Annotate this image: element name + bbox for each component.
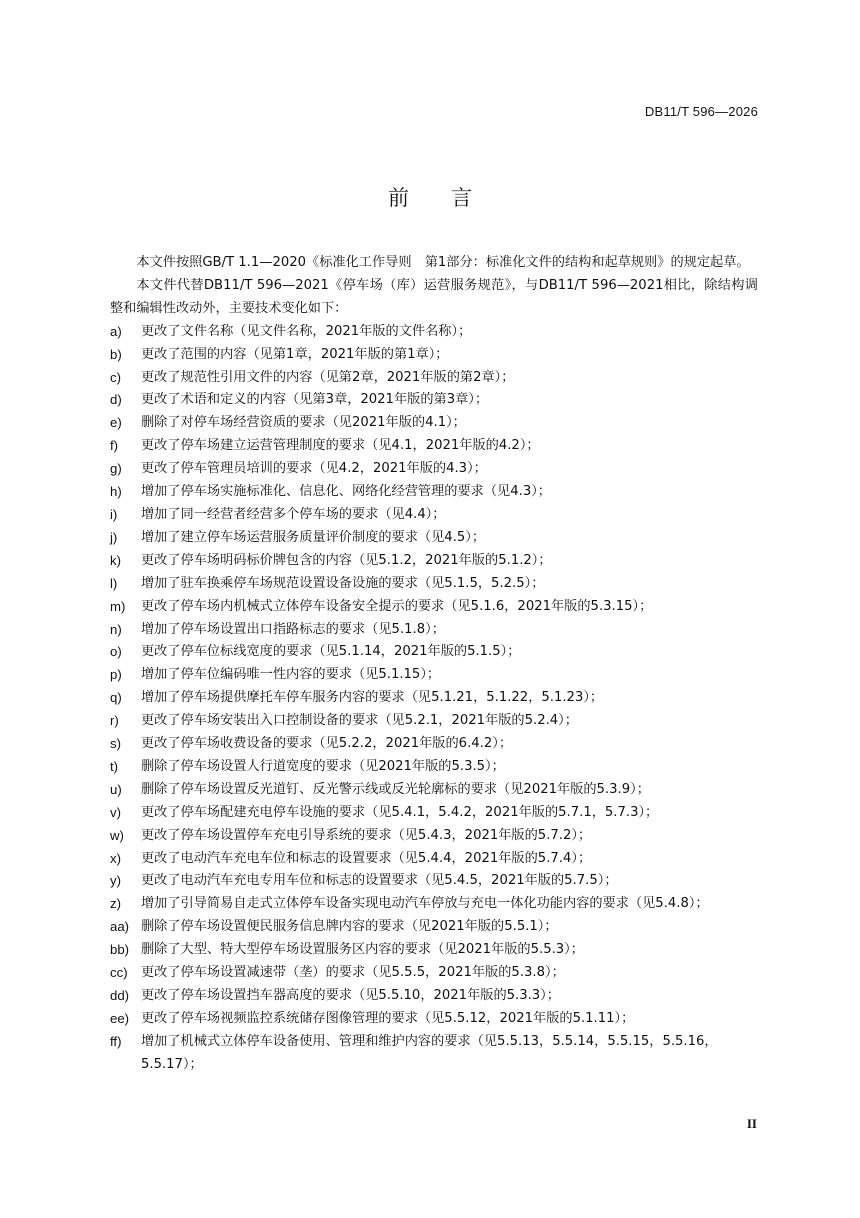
list-item-text: 增加了停车场提供摩托车停车服务内容的要求（见5.1.21，5.1.22，5.1.23）；	[141, 690, 604, 706]
list-item	[110, 687, 758, 710]
list-item-marker: bb)	[110, 942, 130, 958]
list-item-text: 更改了文件名称（见文件名称，2021年版的文件名称）；	[141, 323, 472, 339]
list-item-marker: o)	[110, 644, 122, 660]
list-item-text: 更改了停车场设置挡车器高度的要求（见5.5.10，2021年版的5.3.3）；	[141, 988, 560, 1003]
list-item-text: 更改了范围的内容（见第1章，2021年版的第1章）；	[141, 346, 449, 362]
list-item	[110, 344, 758, 367]
list-item-text: 更改了停车场配建充电停车设施的要求（见5.4.1，5.4.2，2021年版的5.7.1，5.7.3）；	[141, 804, 659, 820]
list-item	[110, 1008, 758, 1031]
list-item-marker: k)	[110, 552, 121, 568]
list-item-marker: cc)	[110, 965, 128, 981]
list-item-text: 增加了停车场实施标准化、信息化、网络化经营管理的要求（见4.3）；	[141, 484, 551, 500]
list-item-text: 更改了电动汽车充电专用车位和标志的设置要求（见5.4.5，2021年版的5.7.5）；	[141, 873, 618, 889]
list-item	[110, 573, 758, 596]
list-item	[110, 458, 758, 481]
list-item-marker: r)	[110, 713, 119, 729]
list-item	[110, 939, 758, 962]
list-item-text: 删除了停车场设置反光道钉、反光警示线或反光轮廓标的要求（见2021年版的5.3.9）；	[141, 781, 650, 797]
list-item-marker: v)	[110, 804, 121, 820]
list-item-text: 更改了停车场视频监控系统储存图像管理的要求（见5.5.12，2021年版的5.1.11）；	[141, 1010, 635, 1026]
list-item-text: 更改了停车场明码标价牌包含的内容（见5.1.2，2021年版的5.1.2）；	[141, 552, 552, 568]
list-item-marker: d)	[110, 392, 122, 408]
list-item-marker: c)	[110, 369, 121, 385]
list-item-marker: b)	[110, 346, 122, 362]
list-item	[110, 916, 758, 939]
list-item-text: 更改了停车场设置停车充电引导系统的要求（见5.4.3，2021年版的5.7.2）；	[141, 827, 592, 843]
list-item-text: 更改了停车场内机械式立体停车设备安全提示的要求（见5.1.6，2021年版的5.3.15）；	[141, 598, 653, 614]
list-item-marker: t)	[110, 758, 119, 774]
list-item-text: 更改了电动汽车充电车位和标志的设置要求（见5.4.4，2021年版的5.7.4）；	[141, 850, 592, 866]
list-item-marker: ff)	[110, 1033, 122, 1049]
list-item-marker: a)	[110, 323, 122, 339]
list-item-text: 更改了停车场建立运营管理制度的要求（见4.1，2021年版的4.2）；	[141, 438, 540, 454]
list-item-text: 增加了驻车换乘停车场规范设置设备设施的要求（见5.1.5，5.2.5）；	[141, 575, 545, 591]
page-number: II	[746, 1116, 757, 1131]
list-item-marker: m)	[110, 598, 126, 614]
paragraph-replacement-note: 本文件代替DB11/T 596—2021《停车场（库）运营服务规范》，与DB11/T 596—2021相比，除结构调整和编辑性改动外，主要技术变化如下：	[110, 277, 758, 316]
list-item-text: 更改了术语和定义的内容（见第3章，2021年版的第3章）；	[141, 392, 489, 408]
document-code: DB11/T 596—2026	[644, 104, 758, 119]
list-item-marker: x)	[110, 850, 121, 866]
technical-changes-list	[110, 321, 758, 1077]
list-item-text: 删除了停车场设置人行道宽度的要求（见2021年版的5.3.5）；	[141, 758, 505, 774]
list-item	[110, 802, 758, 825]
list-item	[110, 435, 758, 458]
list-item	[110, 481, 758, 504]
list-item-marker: l)	[110, 575, 118, 591]
list-item-text: 增加了引导简易自走式立体停车设备实现电动汽车停放与充电一体化功能内容的要求（见5.4.8）；	[141, 896, 709, 912]
list-item	[110, 321, 758, 344]
list-item-marker: h)	[110, 484, 122, 500]
list-item	[110, 550, 758, 573]
list-item	[110, 756, 758, 779]
list-item-text: 删除了对停车场经营资质的要求（见2021年版的4.1）；	[141, 415, 466, 431]
list-item	[110, 779, 758, 802]
list-item-marker: u)	[110, 781, 122, 797]
list-item-marker: s)	[110, 736, 121, 752]
list-item-marker: n)	[110, 621, 122, 637]
list-item-text: 更改了停车位标线宽度的要求（见5.1.14，2021年版的5.1.5）；	[141, 644, 521, 660]
list-item-text: 增加了停车场设置出口指路标志的要求（见5.1.8）；	[141, 621, 445, 637]
list-item	[110, 1031, 758, 1077]
list-item-marker: q)	[110, 690, 122, 706]
list-item-marker: aa)	[110, 919, 130, 935]
list-item	[110, 664, 758, 687]
list-item-marker: f)	[110, 438, 119, 454]
list-item	[110, 596, 758, 619]
list-item	[110, 962, 758, 985]
page-title: 前言	[388, 186, 514, 210]
list-item	[110, 733, 758, 756]
list-item	[110, 825, 758, 848]
paragraph-drafting-basis: 本文件按照GB/T 1.1—2020《标准化工作导则 第1部分：标准化文件的结构和起草规则》的规定起草。	[136, 255, 750, 270]
list-item-marker: g)	[110, 461, 122, 477]
list-item-text: 更改了规范性引用文件的内容（见第2章，2021年版的第2章）；	[141, 369, 515, 385]
list-item	[110, 619, 758, 642]
list-item-text: 增加了机械式立体停车设备使用、管理和维护内容的要求（见5.5.13，5.5.14，5.5.15，5.5.16，5.5.17）；	[141, 1033, 718, 1072]
list-item-text: 增加了建立停车场运营服务质量评价制度的要求（见4.5）；	[141, 529, 486, 545]
list-item-text: 增加了停车位编码唯一性内容的要求（见5.1.15）；	[141, 667, 441, 683]
list-item-text: 删除了大型、特大型停车场设置服务区内容的要求（见2021年版的5.5.3）；	[141, 942, 584, 958]
list-item-marker: w)	[110, 827, 124, 843]
list-item-marker: dd)	[110, 988, 130, 1003]
list-item	[110, 367, 758, 390]
list-item-marker: e)	[110, 415, 122, 431]
foreword-body	[110, 252, 758, 1077]
list-item	[110, 710, 758, 733]
list-item-marker: i)	[110, 506, 118, 522]
list-item-text: 删除了停车场设置便民服务信息牌内容的要求（见2021年版的5.5.1）；	[141, 919, 558, 935]
list-item-text: 更改了停车场安装出入口控制设备的要求（见5.2.1，2021年版的5.2.4）；	[141, 713, 578, 729]
list-item-text: 更改了停车管理员培训的要求（见4.2，2021年版的4.3）；	[141, 461, 487, 477]
list-item-marker: y)	[110, 873, 121, 889]
list-item	[110, 848, 758, 871]
list-item	[110, 412, 758, 435]
list-item-marker: j)	[110, 529, 118, 545]
list-item-marker: ee)	[110, 1010, 130, 1026]
list-item	[110, 893, 758, 916]
list-item-text: 更改了停车场设置减速带（垄）的要求（见5.5.5，2021年版的5.3.8）；	[141, 965, 565, 981]
list-item	[110, 641, 758, 664]
list-item	[110, 527, 758, 550]
list-item-marker: p)	[110, 667, 122, 683]
list-item	[110, 389, 758, 412]
list-item	[110, 504, 758, 527]
list-item-text: 增加了同一经营者经营多个停车场的要求（见4.4）；	[141, 506, 446, 522]
list-item-text: 更改了停车场收费设备的要求（见5.2.2，2021年版的6.4.2）；	[141, 736, 513, 752]
list-item	[110, 985, 758, 1008]
list-item	[110, 870, 758, 893]
list-item-marker: z)	[110, 896, 121, 912]
